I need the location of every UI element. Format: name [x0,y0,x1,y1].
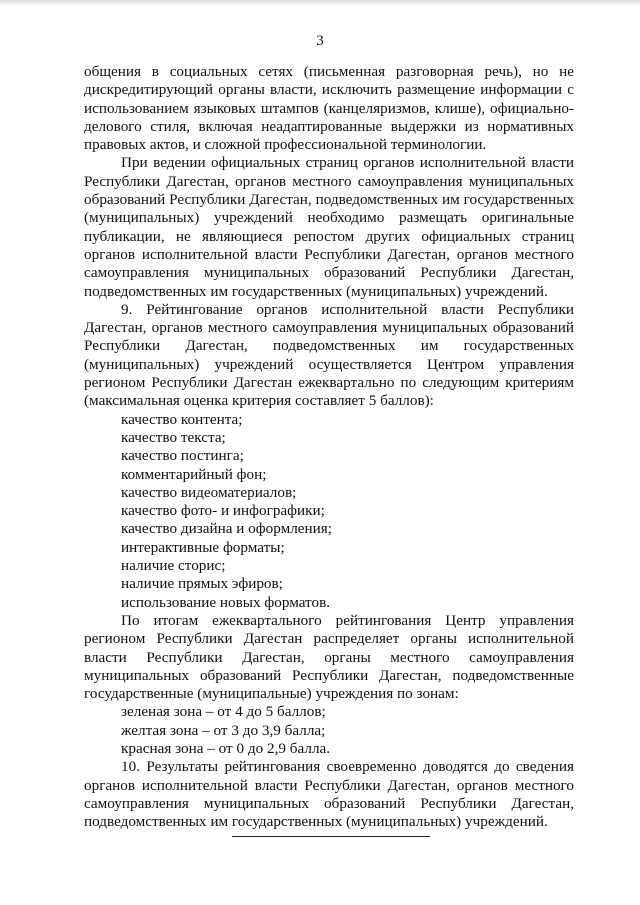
scan-edge-shadow [0,0,640,6]
list-item: качество видеоматериалов; [121,483,297,501]
list-item: зеленая зона – от 4 до 5 баллов; [121,703,326,721]
list-item: качество дизайна и оформления; [121,520,332,538]
list-item: использование новых форматов. [121,593,331,611]
paragraph-communication-style: общения в социальных сетях (письменная разговорная речь), но не дискредитирующий органы власти, исключить размещение информации с использованием языковых штампов (канцеляризмов, клише), официально-делового стиля, включая неадаптированные выдержки из нормативных правовых актов, и сложной профессиональной терминологии. [84,63,574,154]
list-item: качество текста; [121,428,226,446]
list-item: качество контента; [121,410,243,428]
list-item: желтая зона – от 3 до 3,9 балла; [121,721,326,739]
list-item: качество постинга; [121,447,244,465]
list-item: комментарийный фон; [121,465,267,483]
criteria-list [84,411,574,612]
zones-list [84,703,574,758]
page-number: 3 [316,33,324,49]
list-item: наличие сторис; [121,557,226,575]
paragraph-rating-intro: 9. Рейтингование органов исполнительной власти Республики Дагестан, органов местного самоуправления муниципальных образований Республики Дагестан, подведомственных им государственных (муниципальных) учреждений осуществляется Центром управления регионом Республики Дагестан ежеквартально по следующим критериям (максимальная оценка критерия составляет 5 баллов): [84,300,574,410]
paragraph-results: 10. Результаты рейтингования своевременно доводятся до сведения органов исполнительной власти Республики Дагестан, органов местного самоуправления муниципальных образований Республики Дагестан, подведомственных им государственных (муниципальных) учреждений. [84,758,574,831]
list-item: качество фото- и инфографики; [121,502,325,520]
list-item: интерактивные форматы; [121,538,285,556]
paragraph-original-publications: При ведении официальных страниц органов исполнительной власти Республики Дагестан, органов местного самоуправления муниципальных образований Республики Дагестан, подведомственных им государственных (муниципальных) учреждений необходимо размещать оригинальные публикации, не являющиеся репостом других официальных страниц органов исполнительной власти Республики Дагестан, органов местного самоуправления муниципальных образований Республики Дагестан, подведомственных им государственных (муниципальных) учреждений. [84,154,574,300]
end-divider [232,836,430,837]
list-item: красная зона – от 0 до 2,9 балла. [121,739,331,757]
paragraph-zones-intro: По итогам ежеквартального рейтингования Центр управления регионом Республики Дагестан распределяет органы исполнительной власти Республики Дагестан, органы местного самоуправления муниципальных образований Республики Дагестан, подведомственные государственные (муниципальные) учреждения по зонам: [84,611,574,703]
document-body [84,63,574,831]
list-item: наличие прямых эфиров; [121,575,283,593]
